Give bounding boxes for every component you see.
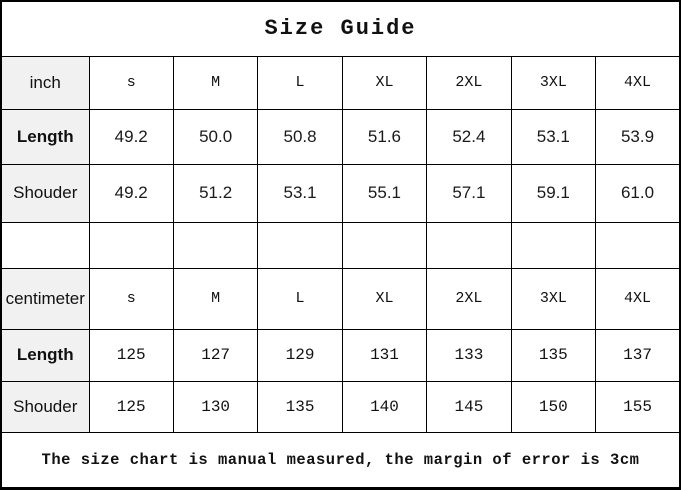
size-header-cm-3xl: 3XL [511,268,595,329]
length-inch-3xl: 53.1 [511,109,595,164]
row-label-shouder-inch: Shouder [1,164,89,222]
size-header-s: s [89,56,173,109]
unit-label-centimeter: centimeter [1,268,89,329]
empty-cell [89,222,173,268]
unit-label-inch: inch [1,56,89,109]
shouder-inch-l: 53.1 [258,164,342,222]
length-cm-4xl: 137 [596,329,680,381]
empty-cell [173,222,257,268]
shouder-cm-xl: 140 [342,381,426,432]
size-header-cm-l: L [258,268,342,329]
shouder-inch-4xl: 61.0 [596,164,680,222]
size-header-cm-4xl: 4XL [596,268,680,329]
length-cm-3xl: 135 [511,329,595,381]
size-header-3xl: 3XL [511,56,595,109]
shouder-cm-4xl: 155 [596,381,680,432]
empty-cell [1,222,89,268]
shouder-cm-l: 135 [258,381,342,432]
size-header-2xl: 2XL [427,56,511,109]
empty-cell [342,222,426,268]
length-cm-l: 129 [258,329,342,381]
length-cm-s: 125 [89,329,173,381]
length-inch-2xl: 52.4 [427,109,511,164]
empty-cell [258,222,342,268]
size-header-cm-s: s [89,268,173,329]
size-header-cm-xl: XL [342,268,426,329]
row-label-length-cm: Length [1,329,89,381]
empty-cell [511,222,595,268]
size-header-4xl: 4XL [596,56,680,109]
shouder-inch-xl: 55.1 [342,164,426,222]
shouder-inch-s: 49.2 [89,164,173,222]
shouder-cm-s: 125 [89,381,173,432]
page-title: Size Guide [1,1,680,56]
length-cm-m: 127 [173,329,257,381]
length-cm-xl: 131 [342,329,426,381]
shouder-inch-m: 51.2 [173,164,257,222]
empty-cell [427,222,511,268]
length-cm-2xl: 133 [427,329,511,381]
shouder-cm-3xl: 150 [511,381,595,432]
size-header-cm-2xl: 2XL [427,268,511,329]
length-inch-xl: 51.6 [342,109,426,164]
length-inch-s: 49.2 [89,109,173,164]
size-header-m: M [173,56,257,109]
empty-cell [596,222,680,268]
shouder-inch-2xl: 57.1 [427,164,511,222]
row-label-shouder-cm: Shouder [1,381,89,432]
length-inch-l: 50.8 [258,109,342,164]
size-header-l: L [258,56,342,109]
size-header-xl: XL [342,56,426,109]
shouder-inch-3xl: 59.1 [511,164,595,222]
footer-note: The size chart is manual measured, the margin of error is 3cm [1,432,680,488]
shouder-cm-m: 130 [173,381,257,432]
length-inch-4xl: 53.9 [596,109,680,164]
size-header-cm-m: M [173,268,257,329]
shouder-cm-2xl: 145 [427,381,511,432]
row-label-length-inch: Length [1,109,89,164]
length-inch-m: 50.0 [173,109,257,164]
